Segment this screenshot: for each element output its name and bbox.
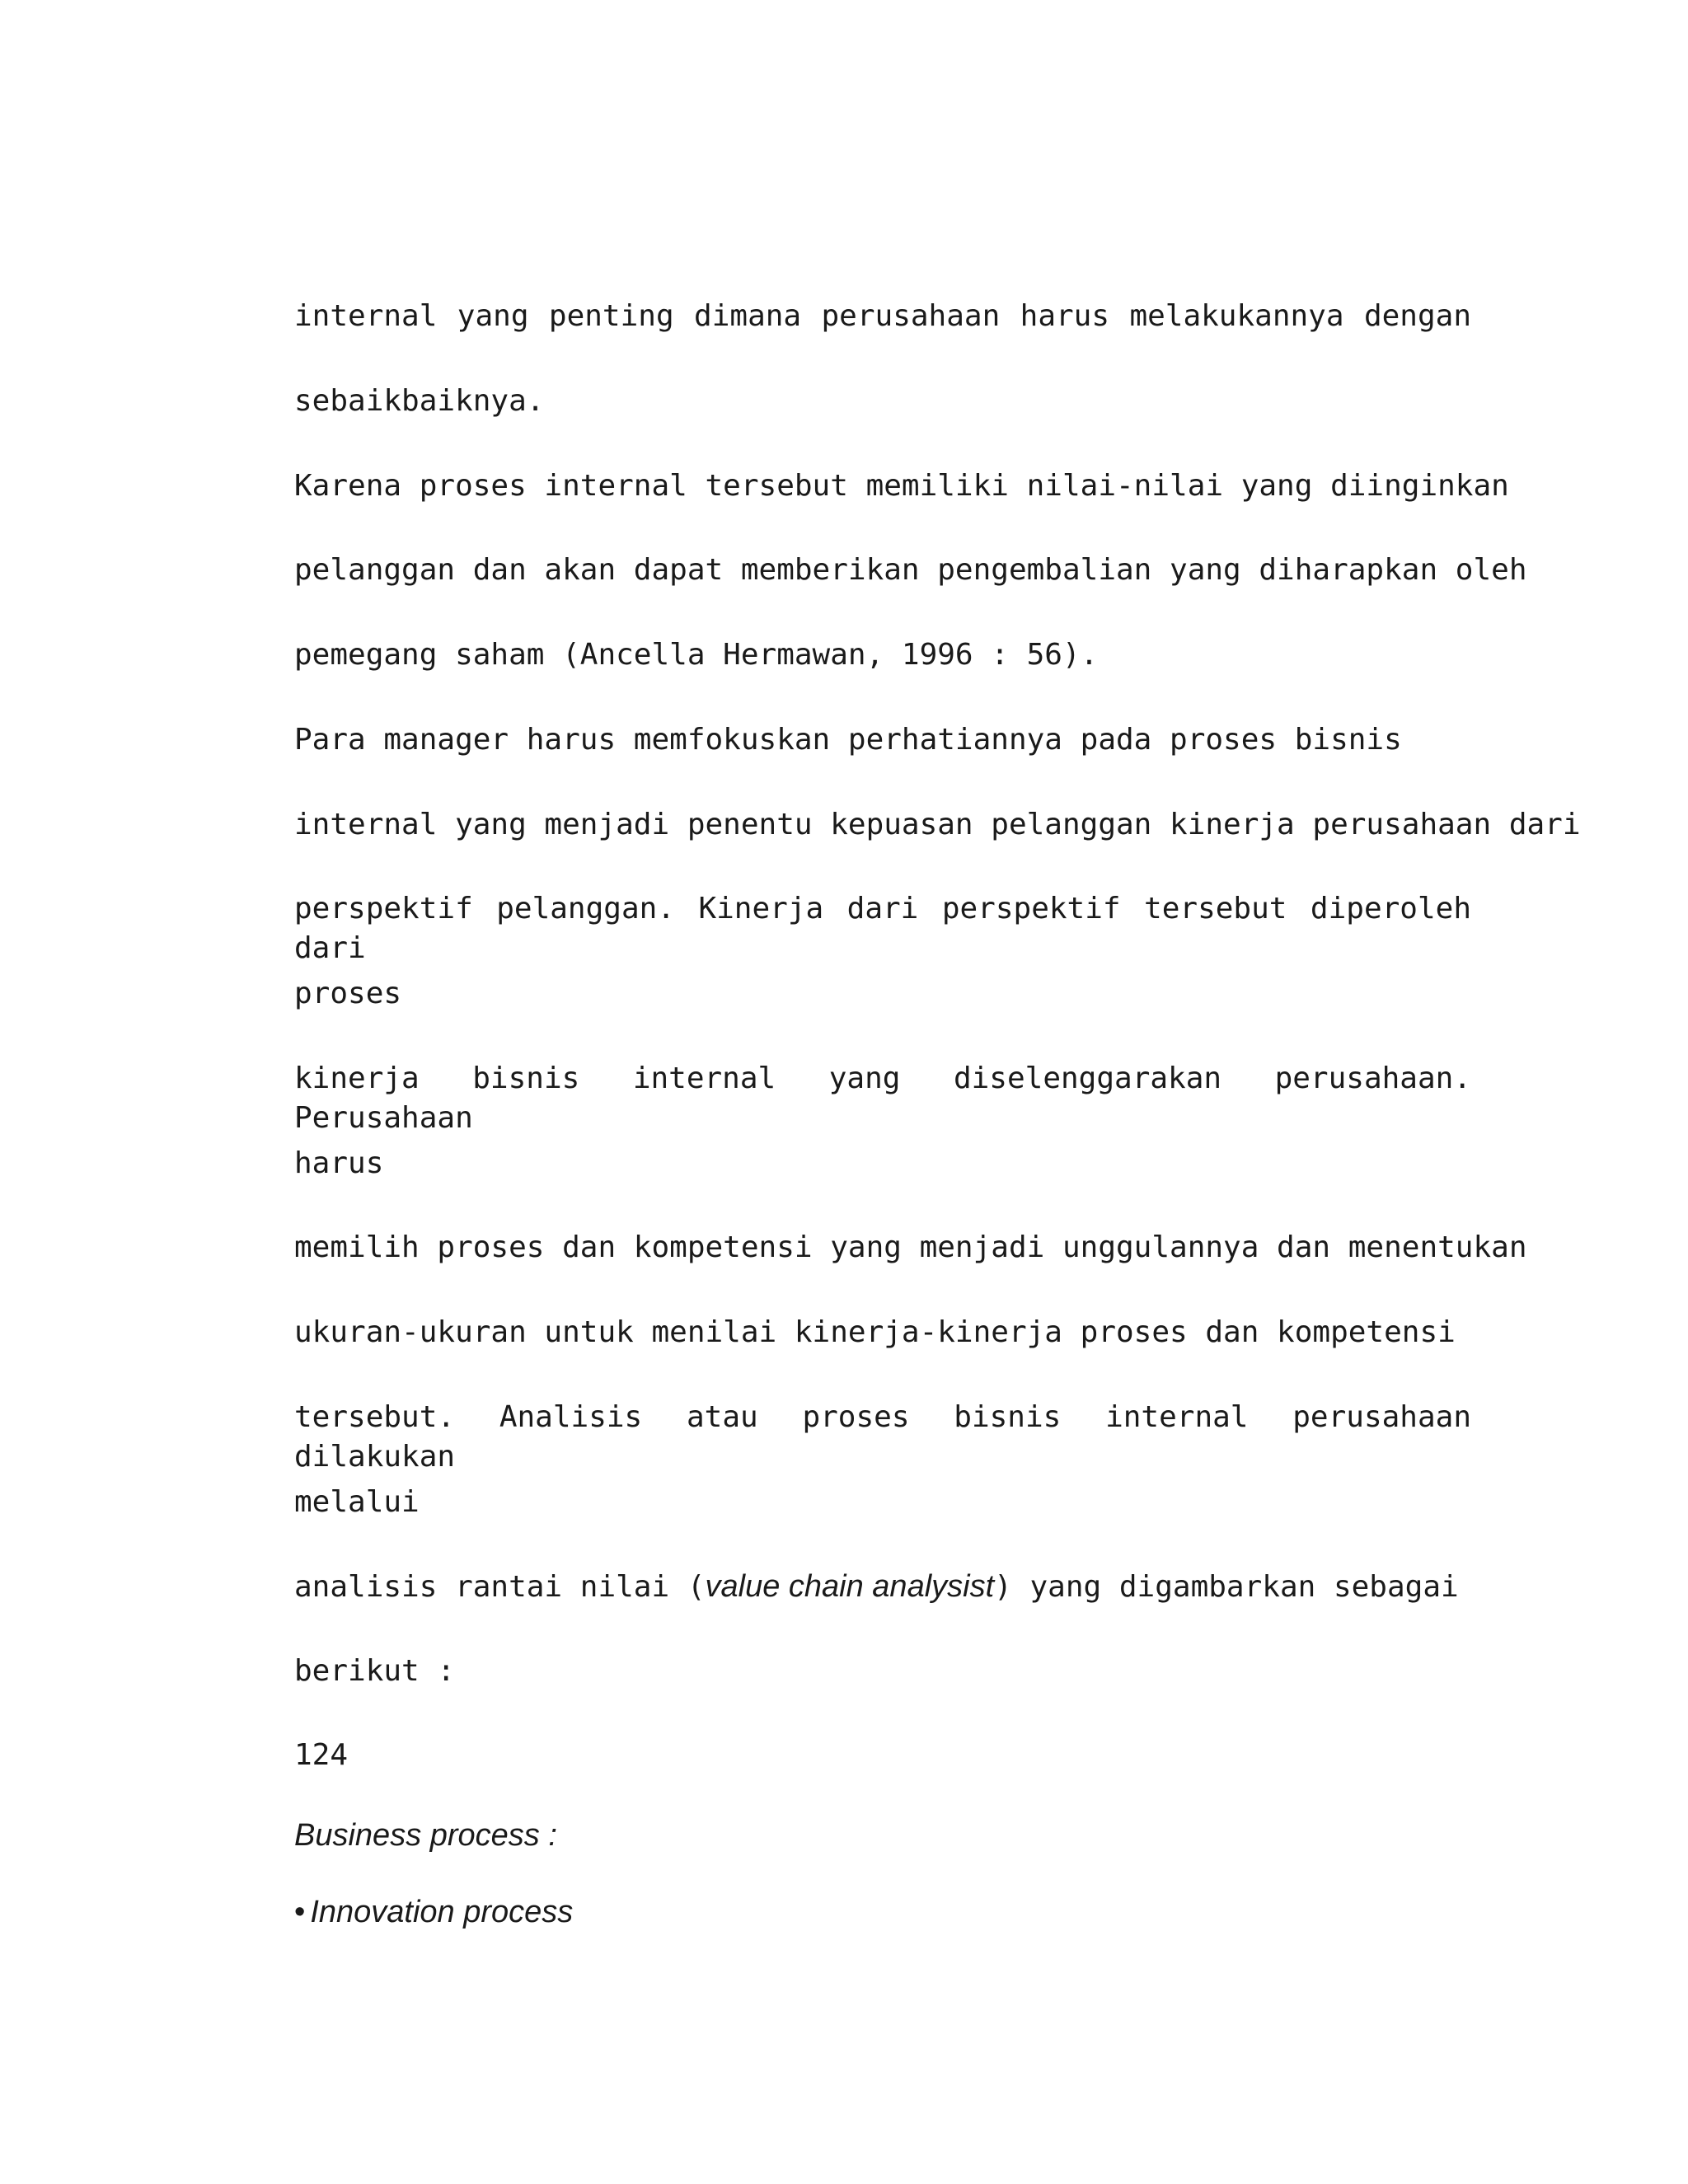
value-chain-after: ) yang digambarkan sebagai [994,1570,1459,1604]
value-chain-before: analisis rantai nilai ( [294,1570,706,1604]
text-line-14: tersebut. Analisis atau proses bisnis internal perusahaan dilakukan [294,1400,1471,1474]
text-line-1: internal yang penting dimana perusahaan harus melakukannya dengan [294,299,1471,333]
text-line-2: sebaikbaiknya. [294,384,545,418]
text-line-3: Karena proses internal tersebut memiliki nilai-nilai yang diinginkan [294,469,1509,503]
text-line-11: harus [294,1146,384,1180]
bullet-text: Innovation process [310,1895,574,1929]
text-line-12: memilih proses dan kompetensi yang menjadi unggulannya dan menentukan [294,1230,1527,1264]
text-line-7: internal yang menjadi penentu kepuasan pelanggan kinerja perusahaan dari [294,808,1581,841]
bullet-icon: • [294,1895,306,1929]
text-line-15: melalui [294,1485,420,1519]
text-line-8: perspektif pelanggan. Kinerja dari perspektif tersebut diperoleh dari [294,892,1471,965]
text-line-10: kinerja bisnis internal yang diselenggarakan perusahaan. Perusahaan [294,1062,1471,1135]
value-chain-line [294,1567,1459,1607]
text-line-berikut: berikut : [294,1654,456,1688]
text-line-5: pemegang saham (Ancella Hermawan, 1996 : 56). [294,638,1099,672]
text-line-6: Para manager harus memfokuskan perhatiannya pada proses bisnis [294,723,1402,757]
text-line-4: pelanggan dan akan dapat memberikan pengembalian yang diharapkan oleh [294,553,1527,587]
bullet-item [294,1892,573,1932]
text-line-9: proses [294,977,402,1010]
text-line-13: ukuran-ukuran untuk menilai kinerja-kinerja proses dan kompetensi [294,1315,1456,1349]
page-number: 124 [294,1738,349,1772]
value-chain-italic: value chain analysist [705,1569,995,1604]
business-process-heading: Business process : [294,1818,557,1853]
